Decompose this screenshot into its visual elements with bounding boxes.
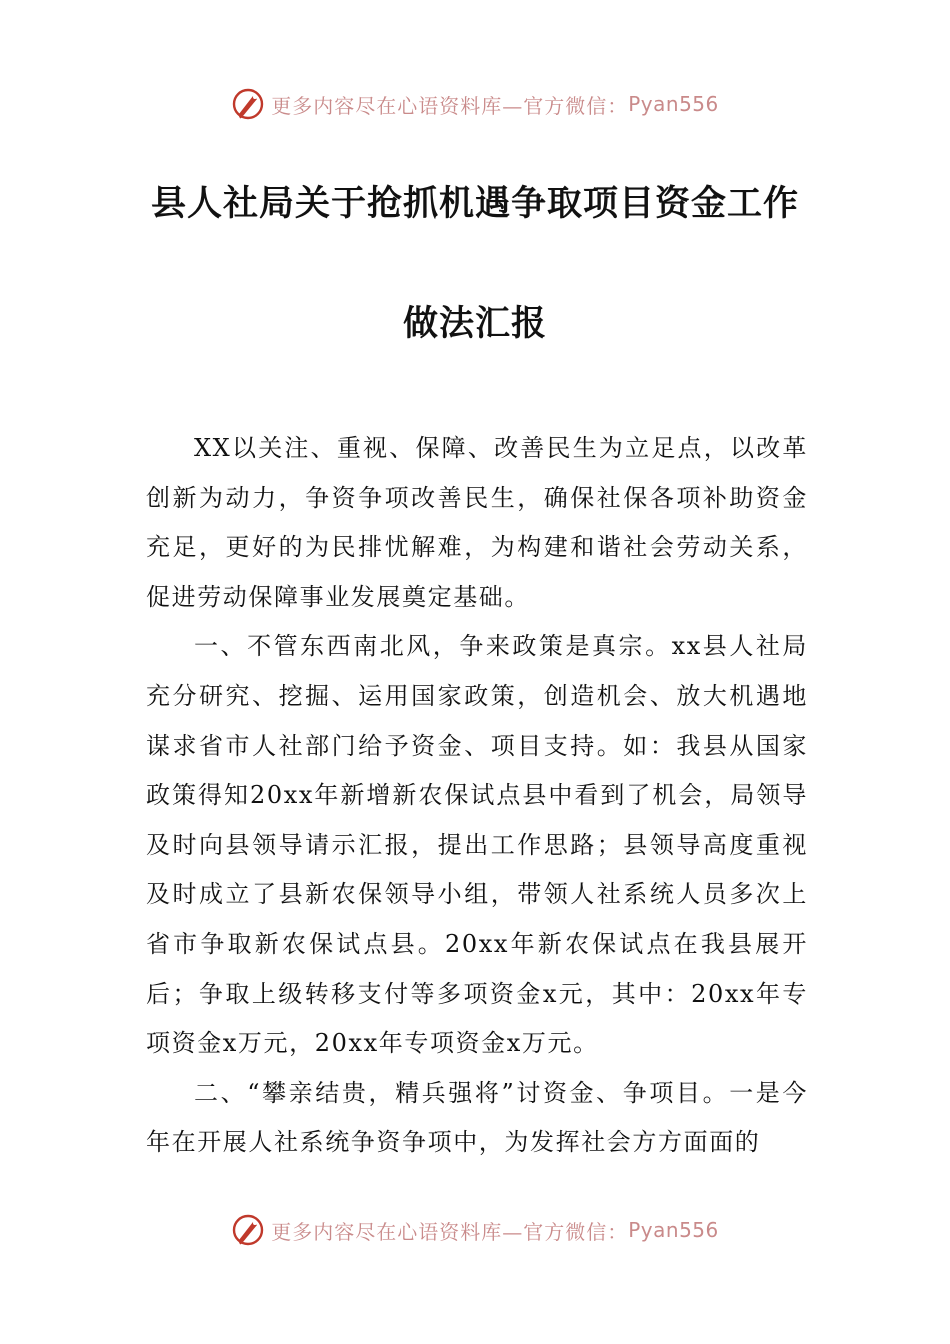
- watermark-text: 更多内容尽在心语资料库—官方微信：: [271, 1219, 629, 1244]
- pen-nib-circle-icon: [231, 1213, 265, 1247]
- body-paragraph: 二、“攀亲结贵，精兵强将”讨资金、争项目。一是今年在开展人社系统争资争项中，为发挥社会方方面面的: [146, 1078, 808, 1157]
- document-title-line-1: 县人社局关于抢抓机遇争取项目资金工作: [150, 184, 799, 224]
- body-paragraph: 一、不管东西南北风，争来政策是真宗。xx县人社局充分研究、挖掘、运用国家政策，创造机会、放大机遇地谋求省市人社部门给予资金、项目支持。如：我县从国家政策得知20xx年新增新农保试点县中看到了机会，局领导及时向县领导请示汇报，提出工作思路；县领导高度重视及时成立了县新农保领导小组，带领人社系统人员多次上省市争取新农保试点县。20xx年新农保试点在我县展开后；争取上级转移支付等多项资金x元，其中：20xx年专项资金x万元，20xx年专项资金x万元。: [146, 632, 808, 1058]
- watermark-footer: [0, 1210, 950, 1250]
- watermark-text: 更多内容尽在心语资料库—官方微信：: [271, 93, 629, 118]
- document-title-line-2: 做法汇报: [402, 304, 547, 344]
- watermark-header: [0, 84, 950, 124]
- watermark-wechat-id: Pyan556: [628, 92, 719, 116]
- body-paragraph: XX以关注、重视、保障、改善民生为立足点，以改革创新为动力，争资争项改善民生，确保社保各项补助资金充足，更好的为民排忧解难，为构建和谐社会劳动关系，促进劳动保障事业发展奠定基础。: [146, 434, 808, 611]
- watermark-wechat-id: Pyan556: [628, 1218, 719, 1242]
- pen-nib-circle-icon: [231, 87, 265, 121]
- document-body: [146, 424, 808, 1168]
